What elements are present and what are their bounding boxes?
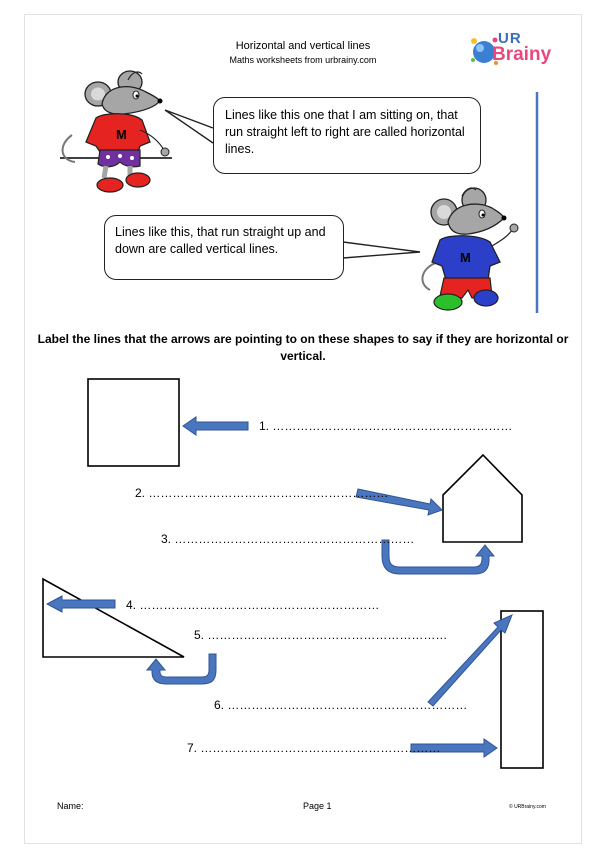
copyright-text: © URBrainy.com — [509, 804, 546, 810]
tall-rectangle-shape — [501, 611, 543, 768]
answer-line-6[interactable]: 6. …………………………………………………… — [214, 698, 468, 712]
speech-bubble-tail — [165, 110, 213, 143]
answer-line-3[interactable]: 3. …………………………………………………… — [161, 532, 415, 546]
instruction-text: Label the lines that the arrows are pointing to on these shapes to say if they are horizontal or vertical. — [37, 332, 569, 363]
right-triangle-shape — [43, 579, 184, 657]
answer-line-2[interactable]: 2. …………………………………………………… — [135, 486, 389, 500]
speech-bubble-horizontal — [213, 97, 481, 174]
answer-line-1[interactable]: 1. …………………………………………………… — [259, 419, 513, 433]
page-number: Page 1 — [303, 801, 332, 811]
pentagon-house-shape — [443, 455, 522, 542]
vertical-definition-text: Lines like this, that run straight up and down are called vertical lines. — [115, 225, 326, 256]
name-label: Name: — [57, 801, 84, 811]
answer-line-7[interactable]: 7. …………………………………………………… — [187, 741, 441, 755]
arrow-4-pointing-left — [47, 596, 115, 612]
answer-line-4[interactable]: 4. …………………………………………………… — [126, 598, 380, 612]
speech-bubble-tail — [343, 242, 420, 258]
speech-bubble-vertical — [104, 215, 344, 280]
arrow-1-pointing-left — [183, 417, 248, 435]
arrow-5-pointing-up — [147, 654, 216, 684]
worksheet-title: Horizontal and vertical lines — [235, 40, 371, 52]
answer-line-5[interactable]: 5. …………………………………………………… — [194, 628, 448, 642]
horizontal-definition-text: Lines like this one that I am sitting on, that run straight left to right are called horizontal lines. — [225, 108, 465, 156]
waving-mouse-illustration — [422, 188, 518, 310]
square-shape — [88, 379, 179, 466]
mouse-shirt-letter: M — [116, 127, 127, 142]
worksheet-subtitle: Maths worksheets from urbrainy.com — [229, 55, 377, 65]
mouse-shirt-letter-2: M — [460, 250, 471, 265]
sitting-mouse-illustration — [60, 71, 172, 192]
logo-ur-text: UR — [498, 30, 522, 47]
logo-brainy-text: Brainy — [492, 44, 552, 65]
